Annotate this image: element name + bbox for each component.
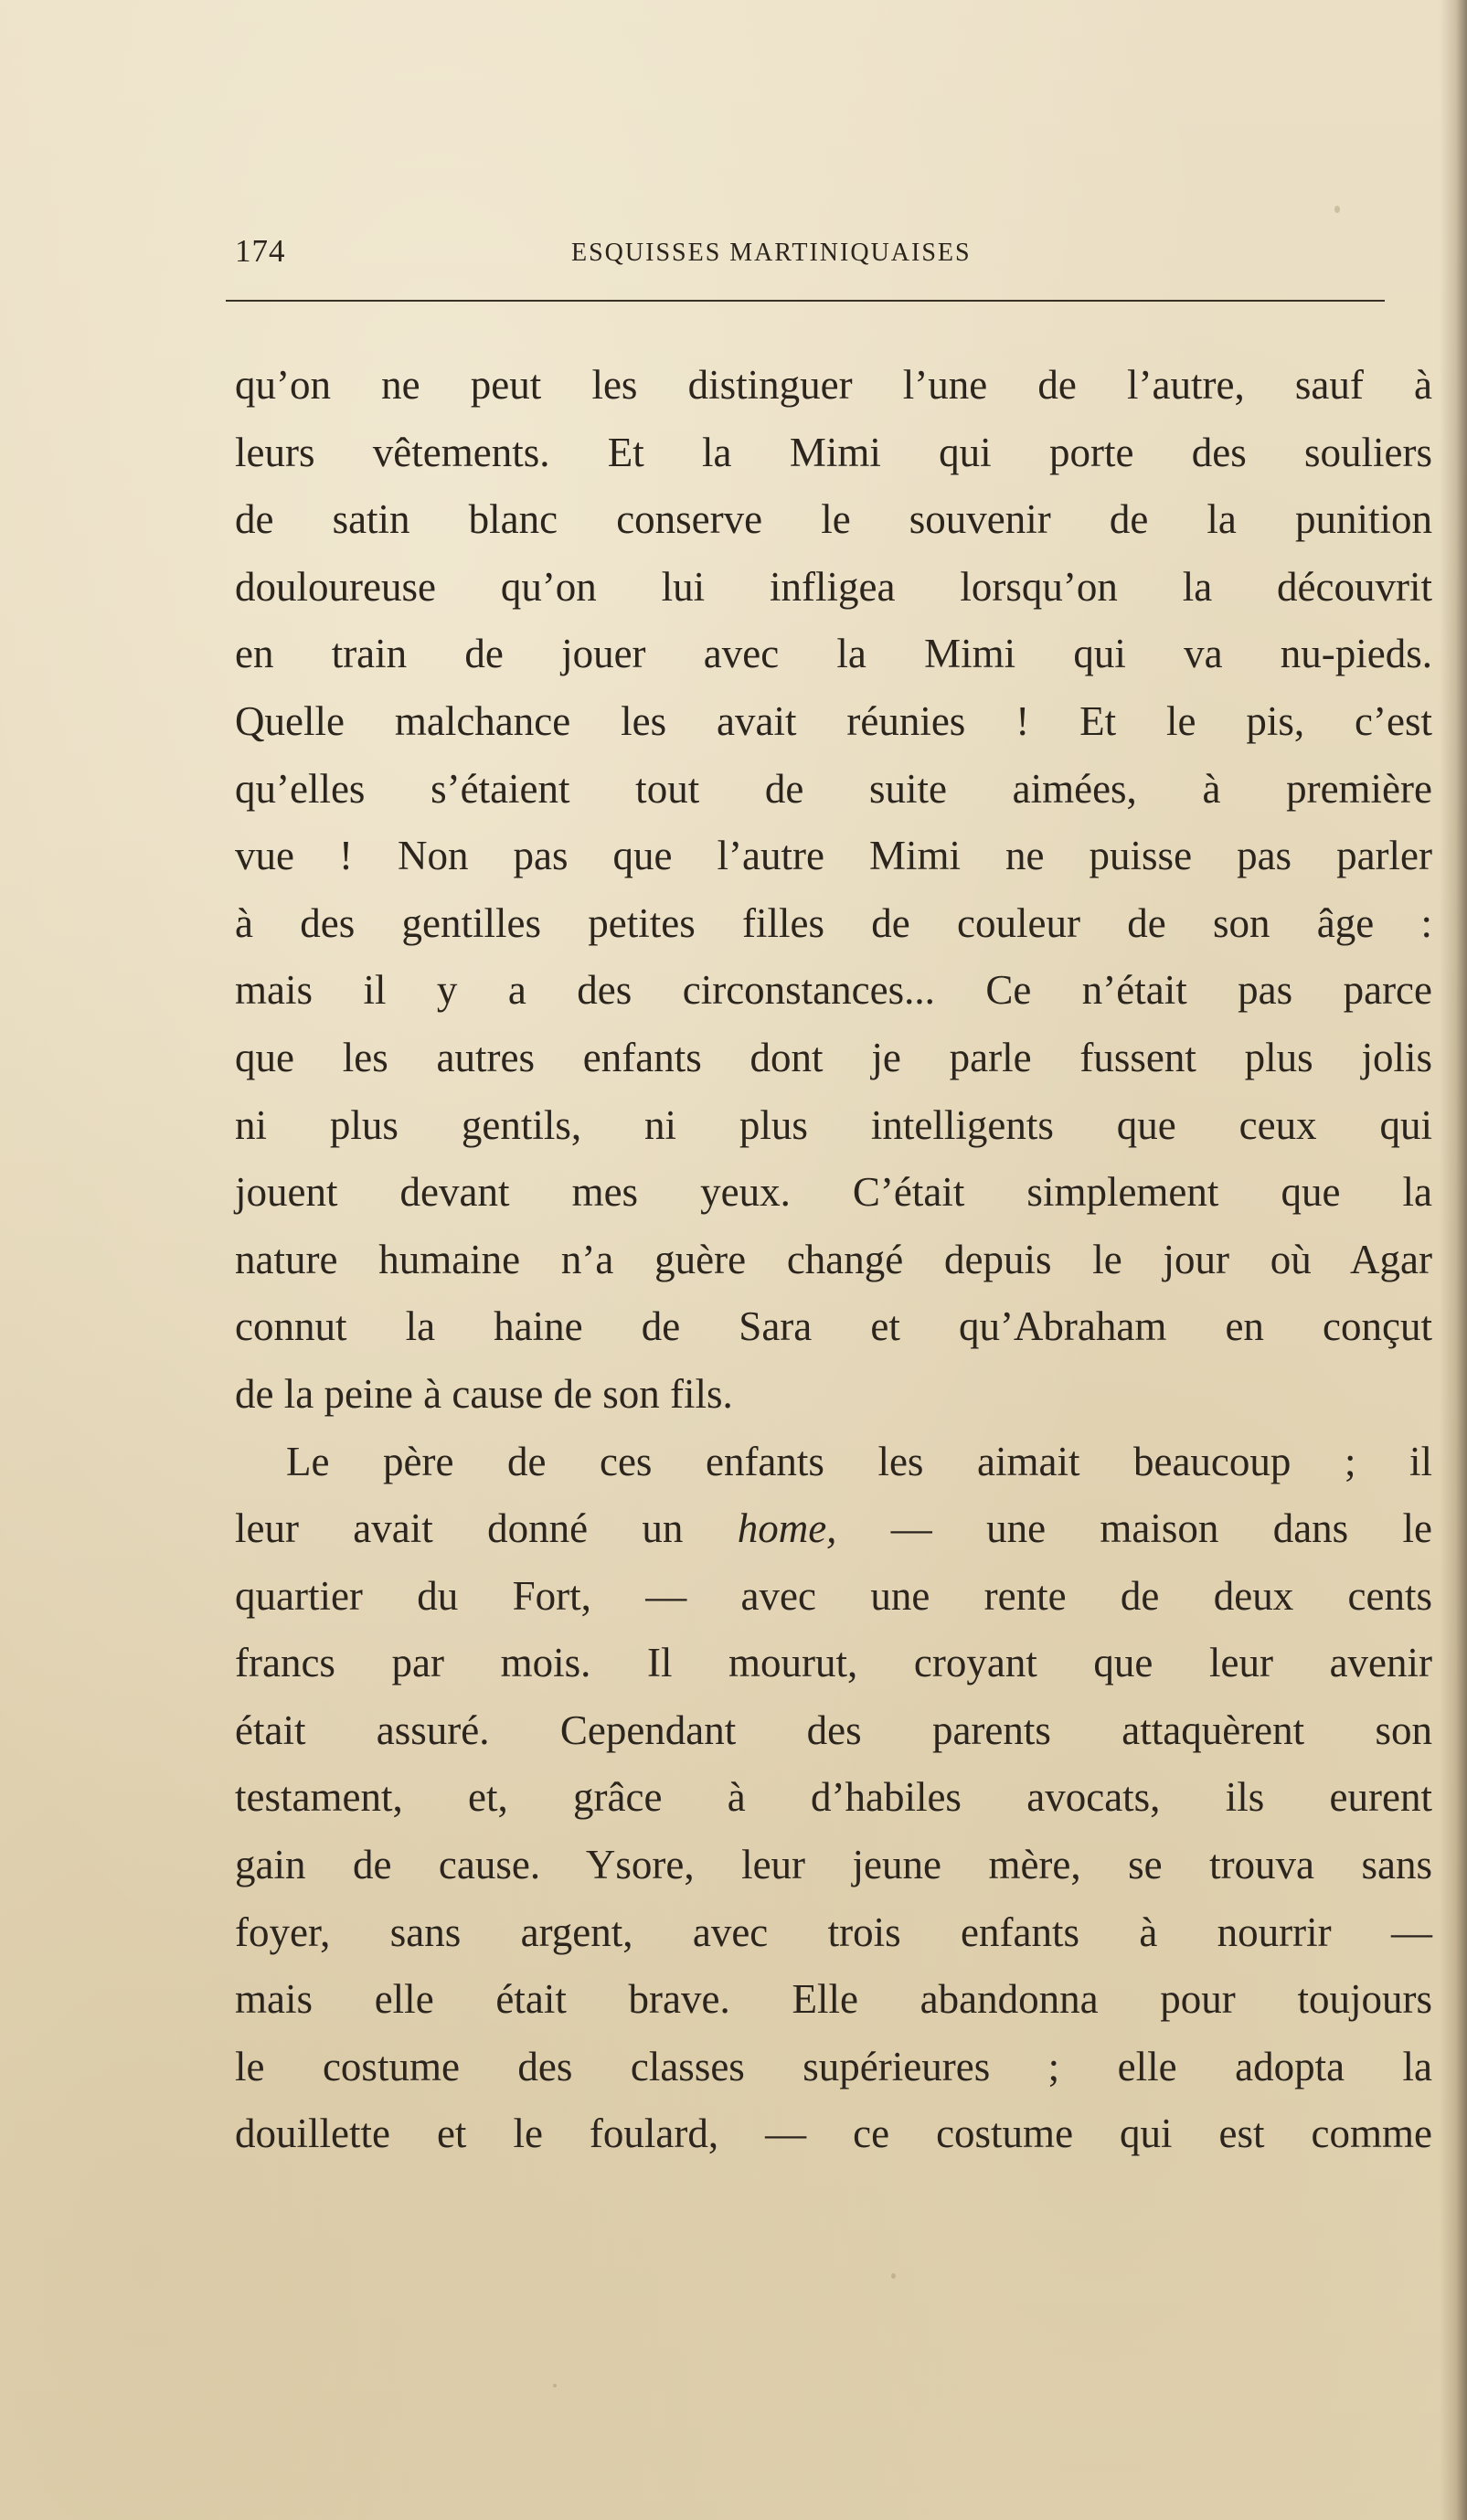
paper-speck — [891, 2273, 896, 2279]
text-line: foyer, sans argent, avec trois enfants à nourrir — — [235, 1909, 1432, 1955]
page-number: 174 — [235, 233, 286, 269]
text-line-mixed — [235, 1495, 1432, 1563]
paper-speck — [553, 2384, 557, 2387]
text-line: de satin blanc conserve le souvenir de la punition — [235, 496, 1432, 543]
text-line: vue ! Non pas que l’autre Mimi ne puisse pas parler — [235, 833, 1432, 879]
text-line: qu’elles s’étaient tout de suite aimées, à première — [235, 765, 1432, 812]
text-line: nature humaine n’a guère changé depuis le jour où Agar — [235, 1236, 1432, 1282]
text-line: douloureuse qu’on lui infligea lorsqu’on la découvrit — [235, 563, 1432, 610]
text-line: Le père de ces enfants les aimait beaucoup ; il — [286, 1438, 1432, 1484]
text-line: testament, et, grâce à d’habiles avocats, ils eurent — [235, 1774, 1432, 1821]
text-line: que les autres enfants dont je parle fussent plus jolis — [235, 1034, 1432, 1080]
body-text — [235, 352, 1432, 2168]
text-line: de la peine à cause de son fils. — [235, 1370, 733, 1417]
text-line: qu’on ne peut les distinguer l’une de l’autre, sauf à — [235, 362, 1432, 408]
page-edge-shadow — [1440, 0, 1467, 2520]
text-fragment: leur avait donné un — [235, 1505, 684, 1552]
text-line: quartier du Fort, — avec une rente de deux cents — [235, 1572, 1432, 1619]
running-title: ESQUISSES MARTINIQUAISES — [571, 239, 972, 267]
text-line: en train de jouer avec la Mimi qui va nu-pieds. — [235, 631, 1432, 677]
text-line: à des gentilles petites filles de couleur de son âge : — [235, 899, 1432, 946]
header-rule — [226, 300, 1385, 302]
text-line: était assuré. Cependant des parents attaquèrent son — [235, 1707, 1432, 1753]
text-line: francs par mois. Il mourut, croyant que leur avenir — [235, 1640, 1432, 1686]
text-line: ni plus gentils, ni plus intelligents que ceux qui — [235, 1101, 1432, 1148]
text-line: connut la haine de Sara et qu’Abraham en conçut — [235, 1303, 1432, 1350]
text-line: le costume des classes supérieures ; elle adopta la — [235, 2043, 1432, 2089]
text-line: gain de cause. Ysore, leur jeune mère, se trouva sans — [235, 1842, 1432, 1888]
text-line: mais il y a des circonstances... Ce n’était pas parce — [235, 967, 1432, 1014]
text-line: jouent devant mes yeux. C’était simplement que la — [235, 1169, 1432, 1216]
running-header — [235, 233, 1387, 279]
text-line: mais elle était brave. Elle abandonna pour toujours — [235, 1976, 1432, 2023]
text-line: douillette et le foulard, — ce costume qui est comme — [235, 2111, 1432, 2157]
paper-speck — [1334, 206, 1340, 213]
text-line: Quelle malchance les avait réunies ! Et le pis, c’est — [235, 697, 1432, 744]
text-fragment: — une maison dans le — [890, 1505, 1432, 1552]
text-line: leurs vêtements. Et la Mimi qui porte des souliers — [235, 429, 1432, 475]
italic-word: home, — [737, 1505, 837, 1552]
